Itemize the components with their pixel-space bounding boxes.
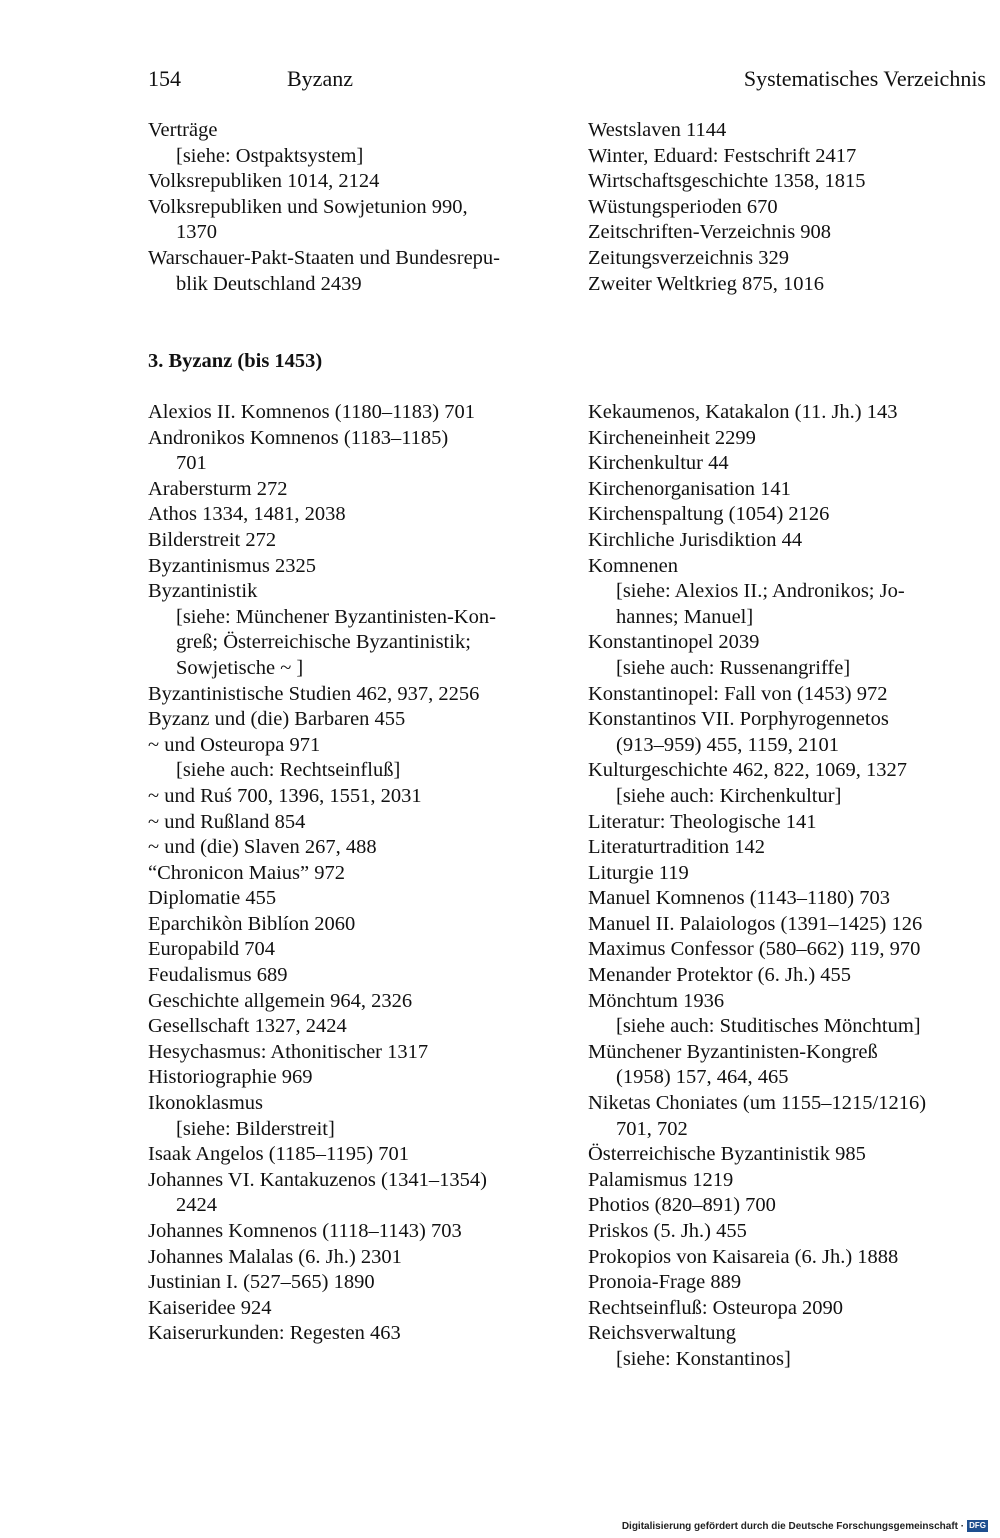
footer-text: Digitalisierung gefördert durch die Deutsche Forschungsgemeinschaft · xyxy=(621,1520,965,1532)
index-entry: Kulturgeschichte 462, 822, 1069, 1327 xyxy=(588,759,908,782)
index-subentry: 701 xyxy=(176,452,207,475)
index-entry: Ikonoklasmus xyxy=(148,1092,264,1115)
index-entry: Münchener Byzantinisten-Kongreß xyxy=(588,1040,878,1063)
index-entry: Winter, Eduard: Festschrift 2417 xyxy=(588,144,857,167)
running-head-title: Systematisches Verzeichnis xyxy=(743,66,986,91)
index-subentry: 701, 702 xyxy=(616,1117,688,1140)
index-entry: Kaiserurkunden: Regesten 463 xyxy=(148,1322,401,1345)
index-entry: Kirchenorganisation 141 xyxy=(588,477,791,500)
index-entry: Byzanz und (die) Barbaren 455 xyxy=(148,708,406,731)
index-subentry: Sowjetische ~ ] xyxy=(176,656,304,679)
top-right-column xyxy=(588,118,988,297)
index-entry: Kirchenspaltung (1054) 2126 xyxy=(588,503,830,526)
index-subentry: [siehe: Alexios II.; Andronikos; Jo- xyxy=(616,580,905,603)
index-entry: Kaiseridee 924 xyxy=(148,1296,272,1319)
dfg-logo: DFG xyxy=(969,1521,986,1530)
index-entry: Literaturtradition 142 xyxy=(588,836,766,859)
index-entry: Konstantinopel 2039 xyxy=(588,631,760,654)
index-entry: “Chronicon Maius” 972 xyxy=(148,861,345,884)
index-entry: Pronoia-Frage 889 xyxy=(588,1271,742,1294)
index-entry: Photios (820–891) 700 xyxy=(588,1194,776,1217)
page-number: 154 xyxy=(148,66,181,91)
index-entry: Kirchliche Jurisdiktion 44 xyxy=(588,528,803,551)
main-right-column xyxy=(588,400,988,1373)
index-entry: Hesychasmus: Athonitischer 1317 xyxy=(148,1040,429,1063)
index-entry: Eparchikòn Biblíon 2060 xyxy=(148,912,356,935)
index-subentry: [siehe: Konstantinos] xyxy=(616,1347,791,1370)
index-entry: Manuel II. Palaiologos (1391–1425) 126 xyxy=(588,912,923,935)
index-entry: Reichsverwaltung xyxy=(588,1322,737,1345)
index-entry: Diplomatie 455 xyxy=(148,887,277,910)
index-entry: Warschauer-Pakt-Staaten und Bundesrepu- xyxy=(148,246,501,269)
index-entry: Mönchtum 1936 xyxy=(588,989,725,1012)
index-entry: Feudalismus 689 xyxy=(148,964,288,987)
index-entry: Bilderstreit 272 xyxy=(148,528,277,551)
index-entry: Konstantinopel: Fall von (1453) 972 xyxy=(588,682,888,705)
main-left-column xyxy=(148,400,578,1347)
index-entry: Byzantinismus 2325 xyxy=(148,554,316,577)
index-entry: Kircheneinheit 2299 xyxy=(588,426,756,449)
index-subentry: hannes; Manuel] xyxy=(616,605,754,628)
index-subentry: 2424 xyxy=(176,1194,217,1217)
index-subentry: blik Deutschland 2439 xyxy=(176,272,362,295)
index-subentry: [siehe: Bilderstreit] xyxy=(176,1117,335,1140)
index-entry: Menander Protektor (6. Jh.) 455 xyxy=(588,964,852,987)
index-entry: Volksrepubliken 1014, 2124 xyxy=(148,170,380,193)
index-entry: Literatur: Theologische 141 xyxy=(588,810,817,833)
index-entry: Justinian I. (527–565) 1890 xyxy=(148,1271,375,1294)
index-entry: ~ und (die) Slaven 267, 488 xyxy=(148,836,377,859)
index-entry: Wüstungsperioden 670 xyxy=(588,195,778,218)
index-entry: Priskos (5. Jh.) 455 xyxy=(588,1220,747,1242)
index-subentry: [siehe auch: Rechtseinfluß] xyxy=(176,759,401,782)
index-entry: Historiographie 969 xyxy=(148,1066,313,1089)
index-entry: Österreichische Byzantinistik 985 xyxy=(588,1143,866,1166)
index-entry: Liturgie 119 xyxy=(588,861,689,884)
index-entry: Johannes Komnenos (1118–1143) 703 xyxy=(148,1220,462,1242)
index-entry: Athos 1334, 1481, 2038 xyxy=(148,503,346,526)
index-entry: Zeitschriften-Verzeichnis 908 xyxy=(588,221,832,244)
index-entry: Rechtseinfluß: Osteuropa 2090 xyxy=(588,1296,844,1319)
index-entry: ~ und Osteuropa 971 xyxy=(148,733,321,756)
index-entry: Maximus Confessor (580–662) 119, 970 xyxy=(588,938,921,961)
index-entry: ~ und Ruś 700, 1396, 1551, 2031 xyxy=(148,784,422,807)
footer-credit xyxy=(622,1520,988,1532)
index-entry: Alexios II. Komnenos (1180–1183) 701 xyxy=(148,401,476,423)
index-subentry: [siehe auch: Studitisches Mönchtum] xyxy=(616,1015,921,1038)
index-subentry: (1958) 157, 464, 465 xyxy=(616,1066,789,1089)
index-entry: Prokopios von Kaisareia (6. Jh.) 1888 xyxy=(588,1245,899,1268)
index-entry: Palamismus 1219 xyxy=(588,1168,734,1191)
index-subentry: 1370 xyxy=(176,221,217,244)
index-entry: Konstantinos VII. Porphyrogennetos xyxy=(588,708,889,731)
index-entry: Volksrepubliken und Sowjetunion 990, xyxy=(148,195,468,218)
index-entry: Gesellschaft 1327, 2424 xyxy=(148,1015,347,1038)
section-heading: 3. Byzanz (bis 1453) xyxy=(148,350,323,372)
index-entry: ~ und Rußland 854 xyxy=(148,810,306,833)
index-subentry: (913–959) 455, 1159, 2101 xyxy=(616,733,840,756)
index-entry: Isaak Angelos (1185–1195) 701 xyxy=(148,1143,409,1166)
top-left-column xyxy=(148,118,568,297)
index-entry: Johannes Malalas (6. Jh.) 2301 xyxy=(148,1245,402,1268)
index-entry: Europabild 704 xyxy=(148,938,275,961)
index-entry: Byzantinistik xyxy=(148,580,258,603)
index-subentry: [siehe auch: Russenangriffe] xyxy=(616,656,851,679)
index-entry: Johannes VI. Kantakuzenos (1341–1354) xyxy=(148,1168,487,1191)
index-entry: Byzantinistische Studien 462, 937, 2256 xyxy=(148,682,480,705)
index-subentry: [siehe auch: Kirchenkultur] xyxy=(616,784,842,807)
index-entry: Kirchenkultur 44 xyxy=(588,452,729,475)
index-entry: Westslaven 1144 xyxy=(588,119,727,141)
index-entry: Wirtschaftsgeschichte 1358, 1815 xyxy=(588,170,866,193)
index-entry: Verträge xyxy=(148,119,218,141)
index-entry: Komnenen xyxy=(588,554,678,577)
running-head-section: Byzanz xyxy=(287,66,353,91)
index-entry: Kekaumenos, Katakalon (11. Jh.) 143 xyxy=(588,401,898,423)
index-entry: Zweiter Weltkrieg 875, 1016 xyxy=(588,272,824,295)
index-subentry: [siehe: Ostpaktsystem] xyxy=(176,144,364,167)
index-entry: Manuel Komnenos (1143–1180) 703 xyxy=(588,887,890,910)
index-subentry: [siehe: Münchener Byzantinisten-Kon- xyxy=(176,605,496,628)
index-subentry: greß; Österreichische Byzantinistik; xyxy=(176,631,471,654)
index-entry: Zeitungsverzeichnis 329 xyxy=(588,246,789,269)
index-entry: Niketas Choniates (um 1155–1215/1216) xyxy=(588,1092,927,1115)
index-entry: Geschichte allgemein 964, 2326 xyxy=(148,989,413,1012)
index-entry: Andronikos Komnenos (1183–1185) xyxy=(148,426,449,449)
index-entry: Arabersturm 272 xyxy=(148,477,288,500)
